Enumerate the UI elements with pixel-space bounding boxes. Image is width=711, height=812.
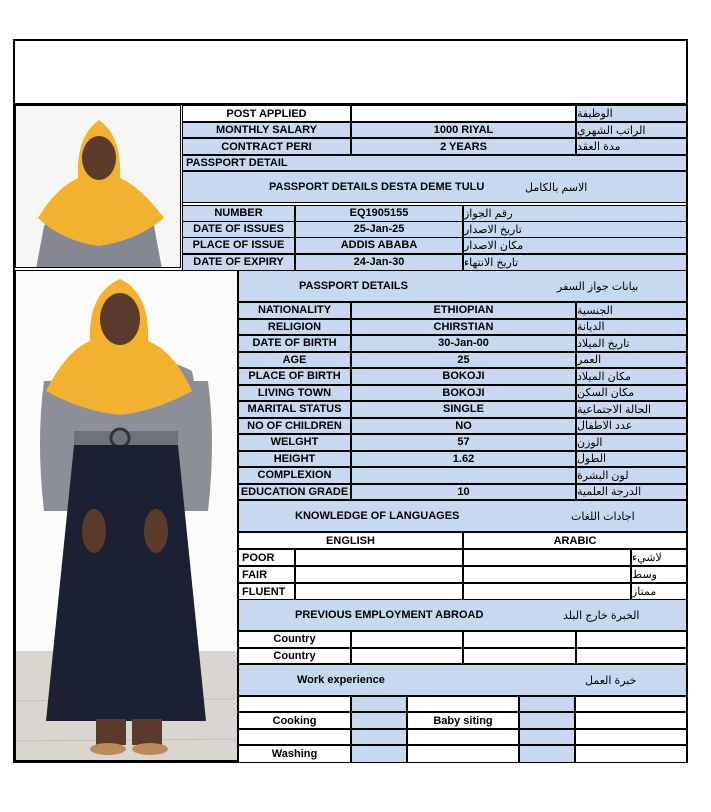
work-cell — [407, 696, 519, 712]
detail-row-ar: لون البشرة — [576, 467, 687, 484]
languages-heading-en: KNOWLEDGE OF LANGUAGES — [295, 510, 460, 522]
passport-row-value: 25-Jan-25 — [295, 221, 463, 238]
detail-row-value: BOKOJI — [351, 385, 576, 402]
work-cell — [575, 745, 687, 763]
detail-row-label: DATE OF BIRTH — [238, 335, 351, 352]
employment-cell — [576, 648, 687, 665]
lang-arabic-cell — [463, 583, 631, 600]
passport-row-ar: رقم الجواز — [463, 205, 687, 222]
detail-row-ar: مكان السكن — [576, 385, 687, 402]
detail-row-ar: الوزن — [576, 434, 687, 451]
work-skill-label: Baby siting — [407, 712, 519, 729]
detail-row-value: 1.62 — [351, 451, 576, 468]
work-cell — [575, 712, 687, 729]
details-heading-row — [238, 270, 687, 302]
contract-period-value: 2 YEARS — [351, 138, 576, 155]
full-name-row — [182, 171, 687, 203]
work-skill-label — [238, 729, 351, 745]
work-cell — [575, 729, 687, 745]
detail-row-label: AGE — [238, 352, 351, 369]
languages-heading-row — [238, 500, 687, 532]
lang-col-arabic: ARABIC — [463, 532, 687, 549]
detail-row-label: NATIONALITY — [238, 302, 351, 319]
lang-col-english: ENGLISH — [238, 532, 463, 549]
post-applied-value — [351, 105, 576, 122]
detail-row-label: LIVING TOWN — [238, 385, 351, 402]
work-cell — [575, 696, 687, 712]
lang-arabic-cell — [463, 566, 631, 583]
full-name-label: PASSPORT DETAILS DESTA DEME TULU — [269, 181, 485, 193]
work-skill-label: Cooking — [238, 712, 351, 729]
passport-row-value: ADDIS ABABA — [295, 237, 463, 254]
details-heading-ar: بيانات جواز السفر — [557, 281, 639, 293]
detail-row-ar: الديانة — [576, 319, 687, 336]
work-skill-label: Washing — [238, 745, 351, 763]
work-check-cell — [519, 745, 575, 763]
work-check-cell — [351, 745, 407, 763]
detail-row-label: RELIGION — [238, 319, 351, 336]
employment-cell — [576, 631, 687, 648]
employment-cell — [463, 631, 576, 648]
passport-row-label: PLACE OF ISSUE — [182, 237, 295, 254]
detail-row-ar: الطول — [576, 451, 687, 468]
detail-row-label: HEIGHT — [238, 451, 351, 468]
work-cell — [407, 729, 519, 745]
work-check-cell — [351, 729, 407, 745]
detail-row-value — [351, 467, 576, 484]
passport-row-label: NUMBER — [182, 205, 295, 222]
monthly-salary-value: 1000 RIYAL — [351, 122, 576, 138]
employment-country-label: Country — [238, 648, 351, 665]
work-skill-label — [238, 696, 351, 712]
detail-row-ar: الجنسية — [576, 302, 687, 319]
lang-level-ar: لاشيء — [631, 549, 687, 566]
employment-heading-row — [238, 599, 687, 631]
detail-row-value: 25 — [351, 352, 576, 369]
lang-english-cell — [295, 549, 463, 566]
detail-row-ar: الدرجة العلمية — [576, 484, 687, 501]
passport-row-ar: تاريخ الانتهاء — [463, 254, 687, 271]
detail-row-ar: مكان الميلاد — [576, 368, 687, 385]
detail-row-ar: عدد الاطفال — [576, 418, 687, 435]
passport-row-ar: مكان الاصدار — [463, 237, 687, 254]
detail-row-label: COMPLEXION — [238, 467, 351, 484]
detail-row-value: 10 — [351, 484, 576, 501]
employment-cell — [351, 648, 463, 665]
employment-country-label: Country — [238, 631, 351, 648]
monthly-salary-ar: الراتب الشهري — [576, 122, 687, 138]
detail-row-label: MARITAL STATUS — [238, 401, 351, 418]
monthly-salary-label: MONTHLY SALARY — [182, 122, 351, 138]
post-applied-label: POST APPLIED — [182, 105, 351, 122]
passport-row-value: 24-Jan-30 — [295, 254, 463, 271]
lang-english-cell — [295, 583, 463, 600]
contract-period-label: CONTRACT PERI — [182, 138, 351, 155]
work-heading-ar: خبرة العمل — [585, 675, 637, 687]
work-check-cell — [519, 696, 575, 712]
work-heading-row — [238, 664, 687, 696]
work-check-cell — [519, 729, 575, 745]
detail-row-value: BOKOJI — [351, 368, 576, 385]
lang-english-cell — [295, 566, 463, 583]
detail-row-value: ETHIOPIAN — [351, 302, 576, 319]
employment-heading-en: PREVIOUS EMPLOYMENT ABROAD — [295, 609, 484, 621]
detail-row-ar: تاريخ الميلاد — [576, 335, 687, 352]
detail-row-label: EDUCATION GRADE — [238, 484, 351, 501]
languages-heading-ar: اجادات اللغات — [571, 511, 635, 523]
work-cell — [407, 745, 519, 763]
detail-row-value: CHIRSTIAN — [351, 319, 576, 336]
lang-level-ar: ممتاز — [631, 583, 687, 600]
detail-row-value: 57 — [351, 434, 576, 451]
lang-level-label: FAIR — [238, 566, 295, 583]
passport-row-label: DATE OF ISSUES — [182, 221, 295, 238]
lang-arabic-cell — [463, 549, 631, 566]
passport-photo — [15, 105, 181, 268]
employment-cell — [463, 648, 576, 665]
work-check-cell — [351, 712, 407, 729]
detail-row-label: WELGHT — [238, 434, 351, 451]
lang-level-ar: وسط — [631, 566, 687, 583]
detail-row-value: SINGLE — [351, 401, 576, 418]
detail-row-ar: الحالة الاجتماعية — [576, 401, 687, 418]
passport-row-value: EQ1905155 — [295, 205, 463, 222]
passport-row-ar: تاريخ الاصدار — [463, 221, 687, 238]
lang-level-label: FLUENT — [238, 583, 295, 600]
passport-detail-heading: PASSPORT DETAIL — [182, 155, 687, 171]
detail-row-ar: العمر — [576, 352, 687, 369]
work-check-cell — [351, 696, 407, 712]
work-heading-en: Work experience — [297, 674, 385, 686]
detail-row-value: NO — [351, 418, 576, 435]
post-applied-ar: الوظيفة — [576, 105, 687, 122]
passport-row-label: DATE OF EXPIRY — [182, 254, 295, 271]
contract-period-ar: مدة العقد — [576, 138, 687, 155]
employment-heading-ar: الخبرة خارج البلد — [563, 610, 640, 622]
work-check-cell — [519, 712, 575, 729]
detail-row-label: NO OF CHILDREN — [238, 418, 351, 435]
lang-level-label: POOR — [238, 549, 295, 566]
full-name-ar: الاسم بالكامل — [525, 182, 588, 194]
employment-cell — [351, 631, 463, 648]
details-heading-en: PASSPORT DETAILS — [299, 280, 408, 292]
full-body-photo — [15, 270, 238, 761]
detail-row-label: PLACE OF BIRTH — [238, 368, 351, 385]
detail-row-value: 30-Jan-00 — [351, 335, 576, 352]
